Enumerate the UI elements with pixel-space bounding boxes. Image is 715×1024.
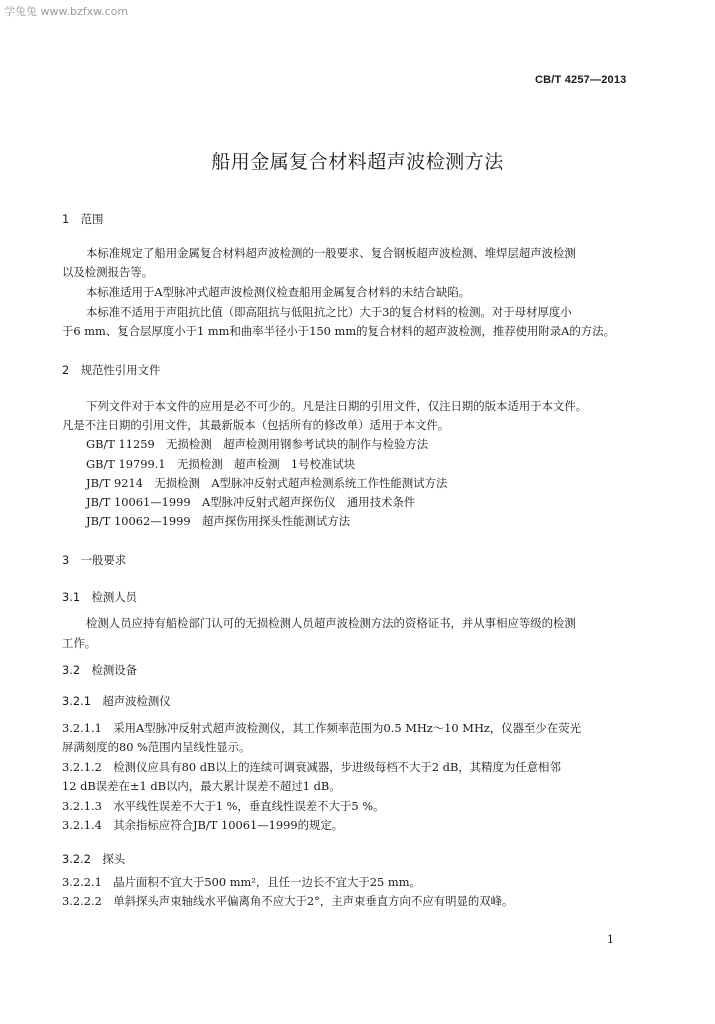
reference-item: JB/T 9214 无损检测 A型脉冲反射式超声检测系统工作性能测试方法 xyxy=(86,476,448,490)
page-number: 1 xyxy=(607,933,614,946)
section-3-2-2-heading: 3.2.2 探头 xyxy=(62,852,126,866)
watermark: 学兔兔 www.bzfxw.com xyxy=(4,5,129,18)
reference-item: GB/T 19799.1 无损检测 超声检测 1号校准试块 xyxy=(86,457,356,471)
reference-item: JB/T 10061—1999 A型脉冲反射式超声探伤仪 通用技术条件 xyxy=(86,495,416,509)
paragraph: 本标准适用于A型脉冲式超声波检测仪检查船用金属复合材料的未结合缺陷。 xyxy=(86,285,471,299)
paragraph: 凡是不注日期的引用文件，其最新版本（包括所有的修改单）适用于本文件。 xyxy=(62,418,450,432)
section-3-2-1-heading: 3.2.1 超声波检测仪 xyxy=(62,694,171,708)
paragraph: 于6 mm、复合层厚度小于1 mm和曲率半径小于150 mm的复合材料的超声波检测，推荐使用附录A的方法。 xyxy=(62,324,615,338)
paragraph: 以及检测报告等。 xyxy=(62,265,154,279)
clause-3-2-1-2: 3.2.1.2 检测仪应具有80 dB以上的连续可调衰减器，步进级每档不大于2 dB，其精度为任意相邻 xyxy=(62,760,561,774)
section-1-heading: 1 范围 xyxy=(62,212,104,226)
clause-3-2-1-1: 3.2.1.1 采用A型脉冲反射式超声波检测仪，其工作频率范围为0.5 MHz～10 MHz，仪器至少在荧光 xyxy=(62,721,582,735)
paragraph: 工作。 xyxy=(62,636,97,650)
section-3-heading: 3 一般要求 xyxy=(62,553,127,567)
section-2-heading: 2 规范性引用文件 xyxy=(62,363,161,377)
clause-3-2-2-2: 3.2.2.2 单斜探头声束轴线水平偏离角不应大于2°，主声束垂直方向不应有明显的双峰。 xyxy=(62,894,514,908)
section-3-2-heading: 3.2 检测设备 xyxy=(62,663,138,677)
section-3-1-heading: 3.1 检测人员 xyxy=(62,590,138,604)
paragraph: 检测人员应持有船检部门认可的无损检测人员超声波检测方法的资格证书，并从事相应等级的检测 xyxy=(86,616,576,630)
clause-3-2-1-2: 12 dB误差在±1 dB以内，最大累计误差不超过1 dB。 xyxy=(62,779,341,793)
paragraph: 下列文件对于本文件的应用是必不可少的。凡是注日期的引用文件，仅注日期的版本适用于本文件。 xyxy=(86,399,588,413)
paragraph: 本标准不适用于声阻抗比值（即高阻抗与低阻抗之比）大于3的复合材料的检测。对于母材厚度小 xyxy=(86,305,572,319)
clause-3-2-1-3: 3.2.1.3 水平线性误差不大于1 %，垂直线性误差不大于5 %。 xyxy=(62,799,385,813)
clause-3-2-1-1: 屏满刻度的80 %范围内呈线性显示。 xyxy=(62,740,251,754)
reference-item: GB/T 11259 无损检测 超声检测用钢参考试块的制作与检验方法 xyxy=(86,437,429,451)
clause-3-2-2-1: 3.2.2.1 晶片面积不宜大于500 mm²，且任一边长不宜大于25 mm。 xyxy=(62,875,421,889)
standard-number: CB/T 4257—2013 xyxy=(535,74,627,86)
document-title: 船用金属复合材料超声波检测方法 xyxy=(211,151,504,173)
clause-3-2-1-4: 3.2.1.4 其余指标应符合JB/T 10061—1999的规定。 xyxy=(62,818,344,832)
reference-item: JB/T 10062—1999 超声探伤用探头性能测试方法 xyxy=(86,514,351,528)
paragraph: 本标准规定了船用金属复合材料超声波检测的一般要求、复合钢板超声波检测、堆焊层超声波检测 xyxy=(86,246,576,260)
